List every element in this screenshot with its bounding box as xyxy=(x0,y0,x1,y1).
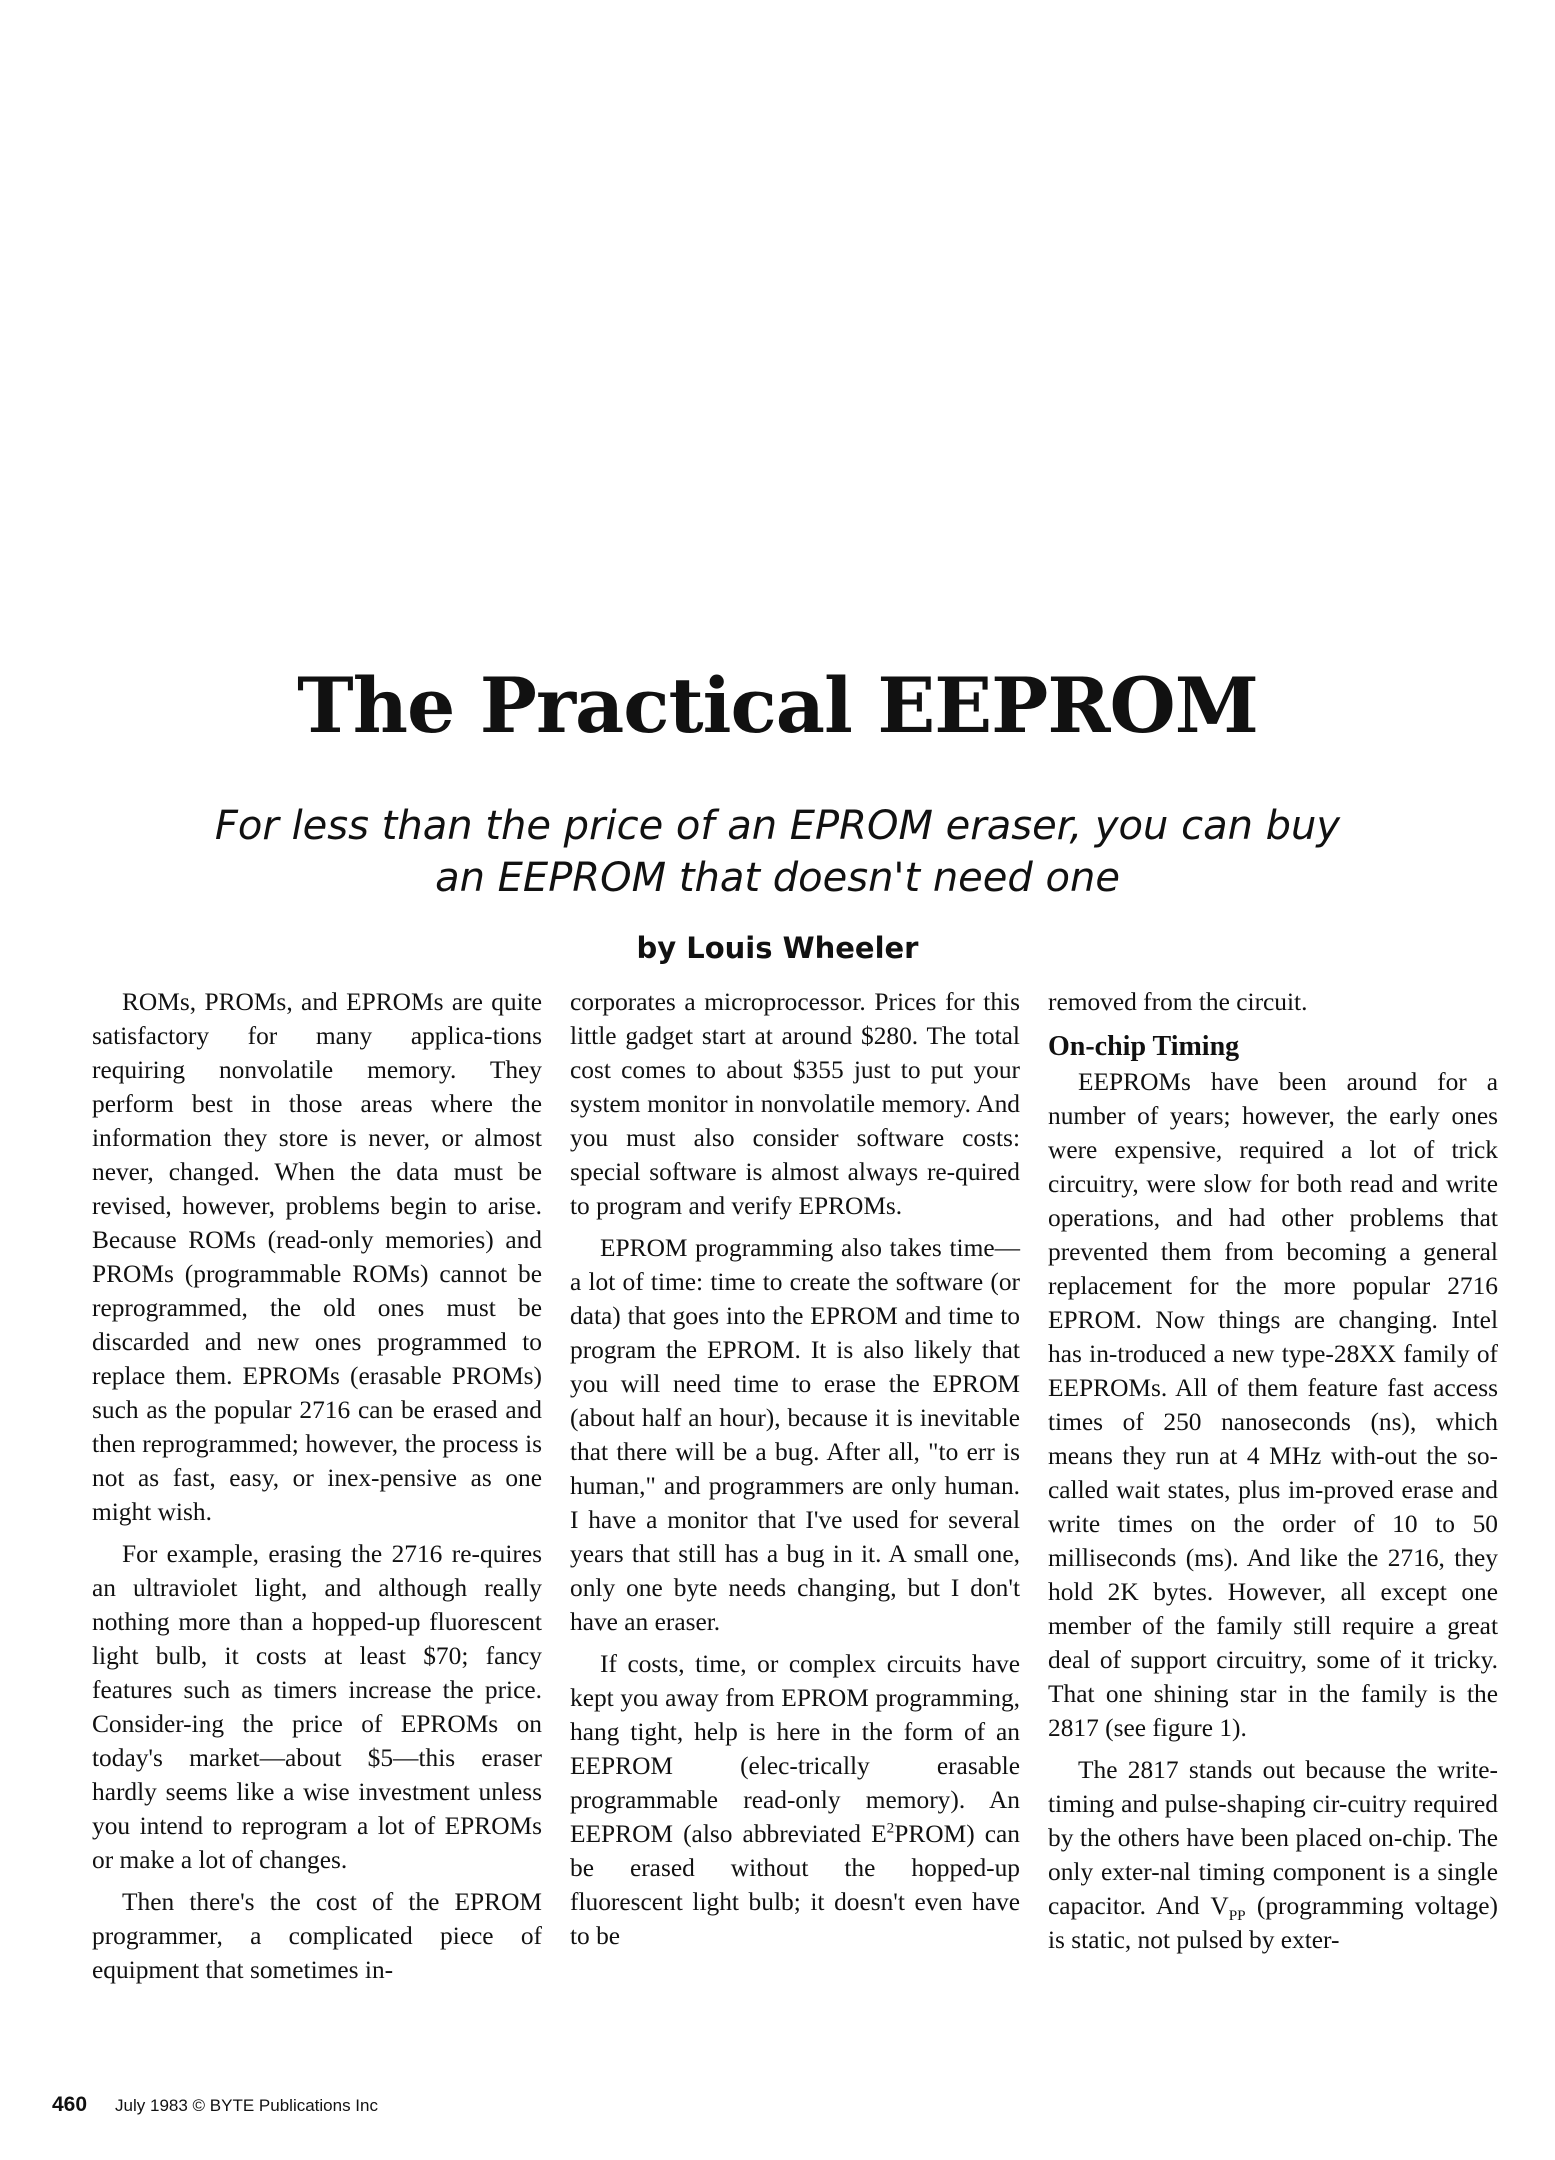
paragraph: corporates a microprocessor. Prices for this little gadget start at around $280. The total cost comes to about $355 just to put your system monitor in nonvolatile memory. And you must also consider software costs: special software is almost always re-quired to program and verify EPROMs. xyxy=(570,988,1020,1220)
subtitle-line-2: an EEPROM that doesn't need one xyxy=(435,855,1120,901)
column-2 xyxy=(570,985,1020,1953)
paragraph-text: The 2817 stands out because the write-timing and pulse-shaping cir-cuitry required by the others have been placed on-chip. The only exter-nal timing component is a single capacitor. And V xyxy=(1048,1756,1498,1920)
page-number: 460 xyxy=(52,2093,88,2116)
paragraph-text: If costs, time, or complex circuits have kept you away from EPROM programming, hang tight, help is here in the form of an EEPROM (elec-trically erasable programmable read-only memory). An EEPROM (also abbreviated E xyxy=(570,1650,1020,1848)
paragraph: removed from the circuit. xyxy=(1048,988,1308,1016)
issue-credit: July 1983 © BYTE Publications Inc xyxy=(115,2096,378,2115)
paragraph-text: (programming voltage) is static, not pulsed by exter- xyxy=(1048,1892,1498,1954)
column-1 xyxy=(92,985,542,1987)
article-subtitle xyxy=(0,800,1555,904)
paragraph: ROMs, PROMs, and EPROMs are quite satisfactory for many applica-tions requiring nonvolatile memory. They perform best in those areas where the information they store is never, or almost never, changed. When the data must be revised, however, problems begin to arise. Because ROMs (read-only memories) and PROMs (programmable ROMs) cannot be reprogrammed, the old ones must be discarded and new ones programmed to replace them. EPROMs (erasable PROMs) such as the popular 2716 can be erased and then reprogrammed; however, the process is not as fast, easy, or inex-pensive as one might wish. xyxy=(92,988,542,1526)
column-3 xyxy=(1048,985,1498,1957)
paragraph: For example, erasing the 2716 re-quires an ultraviolet light, and although really nothing more than a hopped-up fluorescent light bulb, it costs at least $70; fancy features such as timers increase the price. Consider-ing the price of EPROMs on today's market—about $5—this eraser hardly seems like a wise investment unless you intend to reprogram a lot of EPROMs or make a lot of changes. xyxy=(92,1540,542,1874)
author-byline: by Louis Wheeler xyxy=(636,931,919,965)
subscript: PP xyxy=(1228,1907,1246,1925)
paragraph xyxy=(1048,1753,1498,1957)
paragraph xyxy=(570,1647,1020,1953)
superscript: 2 xyxy=(886,1819,895,1837)
paragraph: EEPROMs have been around for a number of years; however, the early ones were expensive, required a lot of trick circuitry, were slow for both read and write operations, and had other problems that prevented them from becoming a general replacement for the more popular 2716 EPROM. Now things are changing. Intel has in-troduced a new type-28XX family of EEPROMs. All of them feature fast access times of 250 nanoseconds (ns), which means they run at 4 MHz with-out the so-called wait states, plus im-proved erase and write times on the order of 10 to 50 milliseconds (ms). And like the 2716, they hold 2K bytes. However, all except one member of the family still require a great deal of support circuitry, some of it tricky. That one shining star in the family is the 2817 (see figure 1). xyxy=(1048,1068,1498,1742)
article-title: The Practical EEPROM xyxy=(297,661,1258,750)
paragraph-text: PROM) can be erased without the hopped-up fluorescent light bulb; it doesn't even have to be xyxy=(570,1820,1020,1950)
subtitle-line-1: For less than the price of an EPROM eraser, you can buy xyxy=(214,803,1341,849)
page-footer xyxy=(52,2094,378,2115)
paragraph: Then there's the cost of the EPROM programmer, a complicated piece of equipment that sometimes in- xyxy=(92,1888,542,1984)
section-heading: On-chip Timing xyxy=(1048,1031,1240,1062)
paragraph: EPROM programming also takes time—a lot of time: time to create the software (or data) that goes into the EPROM and time to program the EPROM. It is also likely that you will need time to erase the EPROM (about half an hour), because it is inevitable that there will be a bug. After all, "to err is human," and programmers are only human. I have a monitor that I've used for several years that still has a bug in it. A small one, only one byte needs changing, but I don't have an eraser. xyxy=(570,1234,1020,1636)
